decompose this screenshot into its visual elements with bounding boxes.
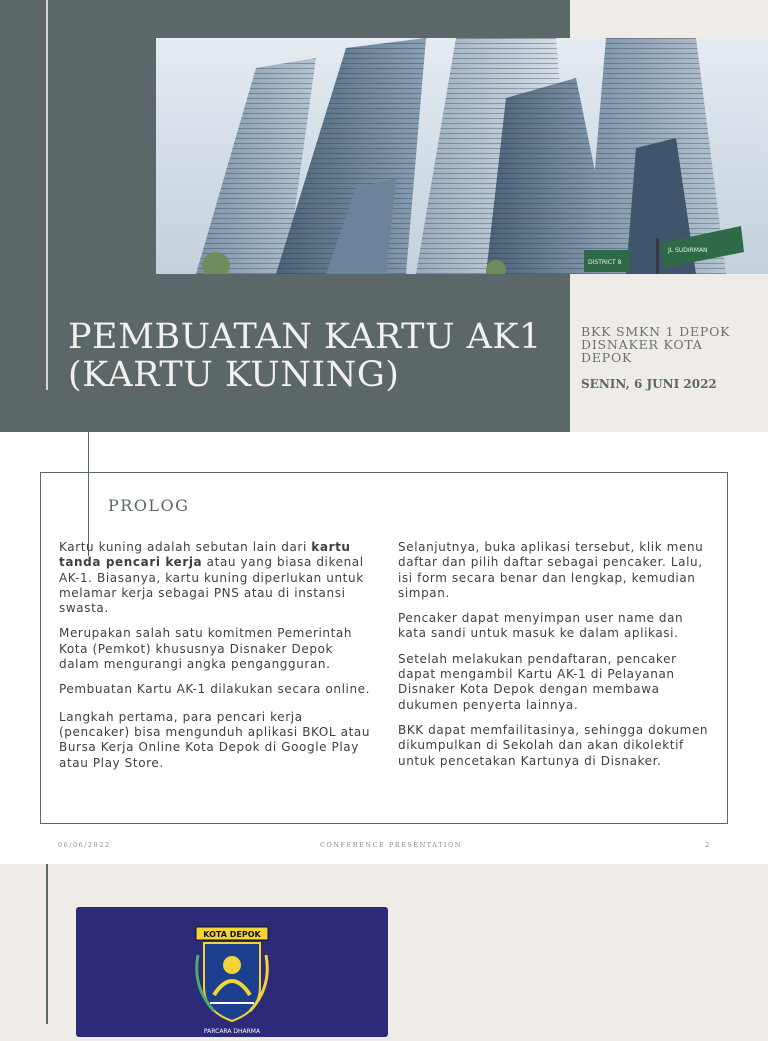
decorative-line	[46, 0, 48, 390]
footer-date: 06/06/2022	[58, 841, 111, 849]
skyscraper-image	[156, 38, 768, 274]
paragraph: Setelah melakukan pendaftaran, pencaker dapat mengambil Kartu AK-1 di Pelayanan Disnaker Kota Depok dengan membawa dukumen penyerta lainnya.	[398, 651, 677, 712]
title-slide	[0, 0, 768, 432]
footer-page-number: 2	[705, 841, 711, 849]
paragraph: BKK dapat memfailitasinya, sehingga dokumen dikumpulkan di Sekolah dan akan dikolektif untuk pencetakan Kartunya di Disnaker.	[398, 722, 709, 768]
skyscraper-photo	[156, 38, 768, 274]
paragraph-text: Kartu kuning adalah sebutan lain dari	[59, 540, 312, 554]
sign-text-1: DISTRICT 8	[588, 259, 622, 266]
bold-term: kartu tanda pencari kerja	[59, 540, 351, 570]
slide-title: PEMBUATAN KARTU AK1 (KARTU KUNING)	[68, 317, 542, 395]
prolog-heading: PROLOG	[108, 496, 190, 515]
paragraph	[59, 540, 371, 616]
decorative-line	[46, 864, 48, 1024]
sign-text-2: JL SUDIRMAN	[668, 247, 708, 254]
paragraph: Pencaker dapat menyimpan user name dan kata sandi untuk masuk ke dalam aplikasi.	[398, 611, 684, 641]
slide-date: SENIN, 6 JUNI 2022	[581, 377, 717, 391]
slide-subtitle: BKK SMKN 1 DEPOK DISNAKER KOTA DEPOK	[581, 324, 731, 365]
paragraph: Pembuatan Kartu AK-1 dilakukan secara online.	[59, 682, 371, 697]
frame-connector-line	[88, 432, 89, 556]
right-column	[398, 540, 710, 779]
paragraph: Langkah pertama, para pencari kerja (pencaker) bisa mengunduh aplikasi BKOL atau Bursa Kerja Online Kota Depok di Google Play atau Play Store.	[59, 709, 371, 770]
logo-panel	[76, 907, 388, 1037]
kota-depok-emblem	[76, 907, 388, 1037]
paragraph: Merupakan salah satu komitmen Pemerintah Kota (Pemkot) khususnya Disnaker Depok dalam mengurangi angka pengangguran.	[59, 626, 353, 672]
footer-title: CONFERENCE PRESENTATION	[320, 841, 462, 849]
paragraph-text: atau yang biasa dikenal AK-1. Biasanya, kartu kuning diperlukan untuk melamar kerja sebagai PNS atau di instansi swasta.	[59, 555, 364, 616]
logo-title-text: KOTA DEPOK	[203, 930, 261, 939]
left-column	[59, 540, 371, 781]
logo-motto-text: PARCARA DHARMA	[203, 1028, 261, 1035]
logo-slide	[0, 864, 768, 1035]
prolog-slide	[0, 432, 768, 864]
paragraph: Selanjutnya, buka aplikasi tersebut, klik menu daftar dan pilih daftar sebagai pencaker. Lalu, isi form secara benar dan lengkap, kemudian simpan.	[398, 540, 704, 600]
